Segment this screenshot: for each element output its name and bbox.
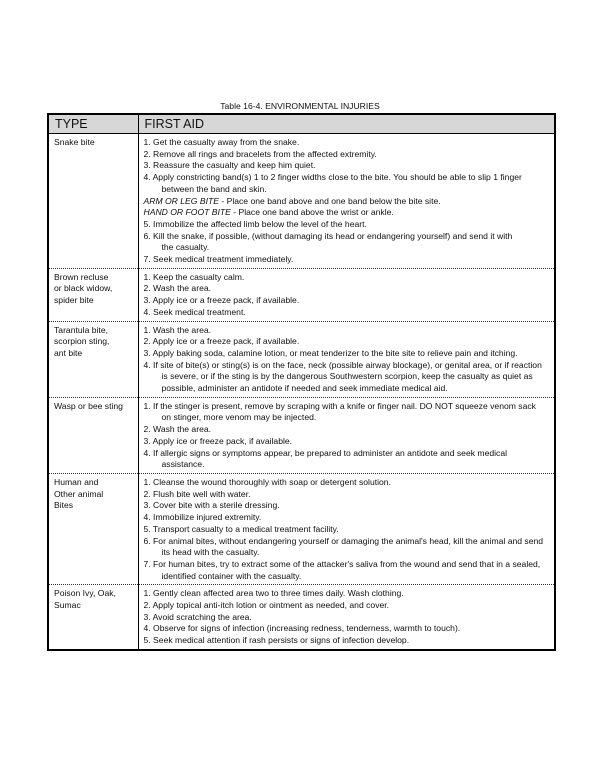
injury-type-line: scorpion sting, xyxy=(54,336,110,347)
injury-type-line: or black widow, xyxy=(54,283,113,294)
first-aid-step: 4. If site of bite(s) or sting(s) is on the face, neck (possible airway blockage), or genital area, or if reaction xyxy=(143,359,542,370)
first-aid-cell xyxy=(138,321,555,397)
table-row xyxy=(48,268,555,321)
injury-type-cell xyxy=(48,268,138,321)
environmental-injuries-table xyxy=(47,113,556,651)
first-aid-step: 1. Gently clean affected area two to three times daily. Wash clothing. xyxy=(143,588,404,599)
bite-location-instruction: - Place one band above the wrist or ankle. xyxy=(230,207,394,218)
first-aid-step: 2. Apply topical anti-itch lotion or ointment as needed, and cover. xyxy=(143,600,390,611)
table-row xyxy=(48,473,555,584)
first-aid-step: 3. Cover bite with a sterile dressing. xyxy=(143,500,280,511)
table-row xyxy=(48,321,555,397)
first-aid-step: 4. Immobilize injured extremity. xyxy=(143,512,262,523)
bite-location-instruction: - Place one band above and one band below the bite site. xyxy=(218,195,441,206)
injury-type-line: Brown recluse xyxy=(54,271,109,282)
first-aid-cell xyxy=(138,397,555,473)
first-aid-step: 1. Keep the casualty calm. xyxy=(143,271,245,282)
first-aid-step: 4. If allergic signs or symptoms appear, be prepared to administer an antidote and seek medical xyxy=(143,447,508,458)
first-aid-step: 7. For human bites, try to extract some of the attacker's saliva from the wound and send that in a sealed, xyxy=(143,558,541,569)
injury-type-line: Human and xyxy=(54,476,99,487)
bite-location-label: ARM OR LEG BITE xyxy=(143,195,219,206)
first-aid-step: 3. Reassure the casualty and keep him quiet. xyxy=(143,160,316,171)
injury-type-cell xyxy=(48,321,138,397)
first-aid-step: the casualty. xyxy=(161,242,210,253)
first-aid-step: 1. Cleanse the wound thoroughly with soap or detergent solution. xyxy=(143,476,391,487)
injury-type-line: ant bite xyxy=(54,347,83,358)
first-aid-step: possible, administer an antidote if needed and seek immediate medical aid. xyxy=(161,383,448,394)
table-body xyxy=(48,134,555,650)
first-aid-step: 6. For animal bites, without endangering yourself or damaging the animal's head, kill the animal and send xyxy=(143,535,544,546)
injury-type-line: Other animal xyxy=(54,488,104,499)
header-type: TYPE xyxy=(48,114,138,134)
first-aid-step: identified container with the casualty. xyxy=(161,570,302,581)
first-aid-step: its head with the casualty. xyxy=(161,547,260,558)
first-aid-step: 2. Wash the area. xyxy=(143,283,212,294)
injury-type-cell xyxy=(48,397,138,473)
first-aid-cell xyxy=(138,134,555,269)
first-aid-step: 5. Immobilize the affected limb below the level of the heart. xyxy=(143,218,367,229)
first-aid-step: 1. Wash the area. xyxy=(143,324,212,335)
first-aid-step: 3. Avoid scratching the area. xyxy=(143,611,252,622)
first-aid-step xyxy=(144,207,552,219)
first-aid-step: between the band and skin. xyxy=(161,183,267,194)
table-header-row xyxy=(48,114,555,134)
table-row xyxy=(48,397,555,473)
first-aid-step: 1. Get the casualty away from the snake. xyxy=(143,137,300,147)
first-aid-step: 2. Flush bite well with water. xyxy=(143,488,251,499)
injury-type-cell xyxy=(48,585,138,650)
first-aid-step: 5. Seek medical attention if rash persists or signs of infection develop. xyxy=(143,635,410,646)
first-aid-cell xyxy=(138,585,555,650)
first-aid-step: 5. Transport casualty to a medical treatment facility. xyxy=(143,523,339,534)
first-aid-step: 1. If the stinger is present, remove by scraping with a knife or finger nail. DO NOT squeeze venom sack xyxy=(143,400,536,411)
injury-type-line: Bites xyxy=(54,500,74,511)
first-aid-step: 3. Apply baking soda, calamine lotion, or meat tenderizer to the bite site to relieve pain and itching. xyxy=(143,347,518,358)
first-aid-step: 7. Seek medical treatment immediately. xyxy=(143,254,294,265)
first-aid-step: on stinger, more venom may be injected. xyxy=(161,412,317,423)
first-aid-step: 2. Apply ice or a freeze pack, if available. xyxy=(143,336,300,347)
first-aid-cell xyxy=(138,268,555,321)
first-aid-step: 6. Kill the snake, if possible, (without damaging its head or endangering yourself) and send it with xyxy=(143,230,513,241)
injury-type-line: Tarantula bite, xyxy=(54,324,108,335)
first-aid-step: 4. Apply constricting band(s) 1 to 2 finger widths close to the bite. You should be able to slip 1 finger xyxy=(143,172,522,183)
first-aid-step: 4. Seek medical treatment. xyxy=(143,306,246,317)
injury-type-line: Snake bite xyxy=(54,137,95,147)
header-first-aid: FIRST AID xyxy=(138,114,555,134)
first-aid-step xyxy=(144,196,552,208)
injury-type-line: Sumac xyxy=(54,600,81,611)
bite-location-label: HAND OR FOOT BITE xyxy=(143,207,231,218)
first-aid-step: 3. Apply ice or a freeze pack, if available. xyxy=(143,295,300,306)
first-aid-step: 4. Observe for signs of infection (increasing redness, tenderness, warmth to touch). xyxy=(143,623,461,634)
injury-type-cell xyxy=(48,134,138,269)
first-aid-step: 2. Remove all rings and bracelets from the affected extremity. xyxy=(143,148,377,159)
injury-type-line: spider bite xyxy=(54,295,94,306)
first-aid-step: is severe, or if the sting is by the dangerous Southwestern scorpion, keep the casualty as quiet as xyxy=(161,371,533,382)
first-aid-cell xyxy=(138,473,555,584)
first-aid-step: 3. Apply ice or freeze pack, if available. xyxy=(143,435,293,446)
injury-type-line: Wasp or bee sting xyxy=(54,400,123,411)
first-aid-step: 2. Wash the area. xyxy=(143,424,212,435)
table-row xyxy=(48,134,555,269)
table-caption: Table 16-4. ENVIRONMENTAL INJURIES xyxy=(220,101,380,111)
table-row xyxy=(48,585,555,650)
first-aid-step: assistance. xyxy=(161,459,205,470)
injury-type-line: Poison Ivy, Oak, xyxy=(54,588,116,599)
injury-type-cell xyxy=(48,473,138,584)
